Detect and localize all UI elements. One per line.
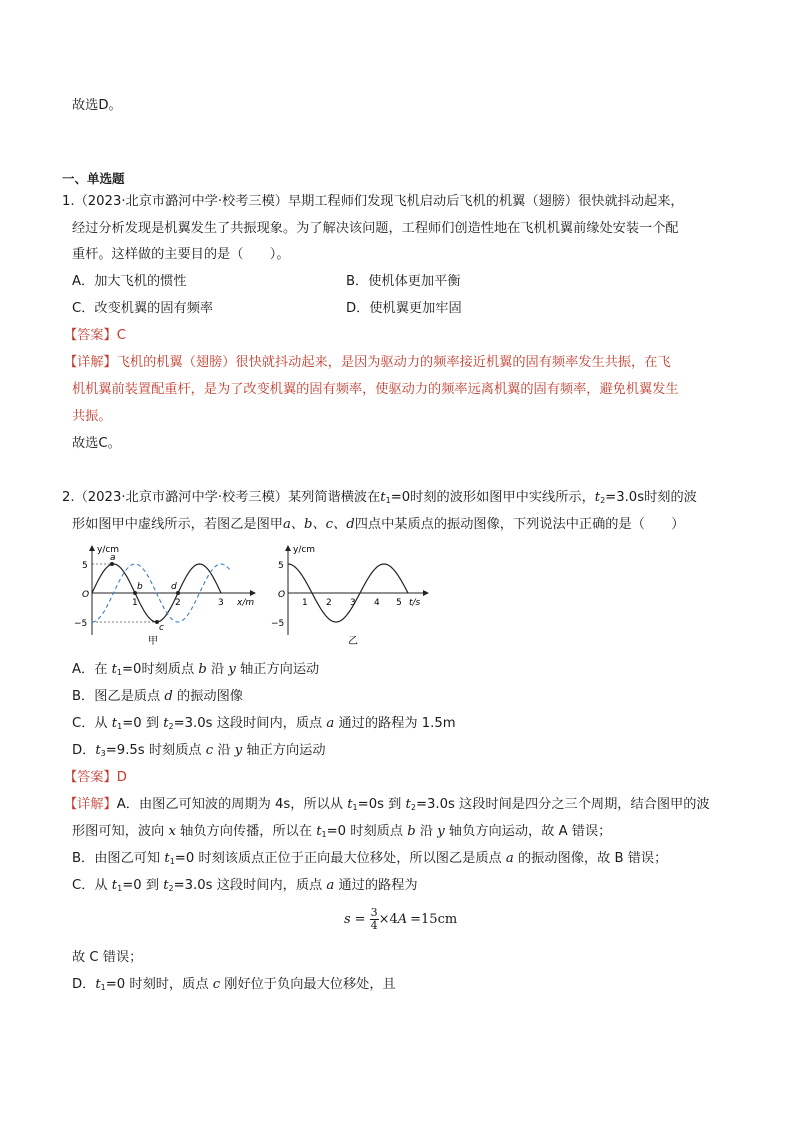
text: C．从 xyxy=(72,716,112,731)
text: 通过的路程为 1.5m xyxy=(334,716,456,731)
q1-detail-text1: 飞机的机翼（翅膀）很快就抖动起来，是因为驱动力的频率接近机翼的固有频率发生共振，在飞 xyxy=(116,355,671,370)
q2-detail-line1 xyxy=(64,793,710,812)
point: a xyxy=(505,851,514,866)
text: =9.5s 时刻质点 xyxy=(105,743,206,758)
sub: 1 xyxy=(100,983,106,992)
point-d-label: d xyxy=(171,582,177,592)
y-tick-5: 5 xyxy=(82,561,88,571)
q2-answer-label: 【答案】 xyxy=(64,770,117,785)
text: 轴正方向运动 xyxy=(242,743,326,758)
q2-answer-value: D xyxy=(116,770,127,785)
sub: 1 xyxy=(169,857,175,866)
sub: 3 xyxy=(100,749,106,758)
q2-t2: t xyxy=(594,490,601,505)
q2-stem-line2 xyxy=(72,513,684,532)
q1-detail-label: 【详解】 xyxy=(64,355,117,370)
var-t: t xyxy=(163,716,169,731)
var-t: t xyxy=(111,716,118,731)
sub: 2 xyxy=(168,884,174,893)
var-t: t xyxy=(111,878,118,893)
vibration-graph-yi xyxy=(270,540,440,650)
section-title: 一、单选题 xyxy=(62,171,125,186)
q2-detail-line2 xyxy=(72,820,611,839)
fraction xyxy=(370,907,379,932)
y-tick-neg5: −5 xyxy=(271,619,285,629)
text: C．从 xyxy=(72,878,112,893)
q2-stem-text2: =0时刻的波形如图甲中实线所示， xyxy=(390,490,595,505)
point: a xyxy=(326,716,335,731)
q1-stem-line1: 1.（2023·北京市潞河中学·校考三模）早期工程师们发现飞机启动后飞机的机翼（翅膀）很快就抖动起来， xyxy=(62,194,684,209)
formula-amplitude: A xyxy=(397,911,408,927)
var-t: t xyxy=(95,743,101,758)
point-b-label: b xyxy=(137,582,143,592)
q1-answer-value: C xyxy=(116,328,126,343)
var-t: t xyxy=(316,824,322,839)
text: 通过的路程为 xyxy=(334,878,418,893)
text: =0 时刻该质点正位于正向最大位移处，所以图乙是质点 xyxy=(174,851,506,866)
point: d xyxy=(164,689,173,704)
text: A．由图乙可知波的周期为 4s，所以从 xyxy=(116,797,348,812)
q2-detail-label: 【详解】 xyxy=(64,797,117,812)
axis: y xyxy=(228,662,236,677)
text: =3.0s 这段时间内，质点 xyxy=(173,878,327,893)
x-tick-1: 1 xyxy=(132,598,138,608)
text: A．在 xyxy=(72,662,112,677)
text: =0 时刻质点 xyxy=(326,824,408,839)
q2-stem-text: 2.（2023·北京市潞河中学·校考三模）某列简谐横波在 xyxy=(62,490,381,505)
q1-detail-line1 xyxy=(64,351,671,370)
text: D． xyxy=(72,743,96,758)
text: =3.0s 这段时间是四分之三个周期，结合图甲的波 xyxy=(415,797,710,812)
q2-stem-text3: =3.0s时刻的波 xyxy=(605,490,697,505)
text: D． xyxy=(72,977,96,992)
text: =0时刻质点 xyxy=(122,662,199,677)
sub: 1 xyxy=(117,722,123,731)
q2-option-d xyxy=(72,739,326,758)
q2-option-c xyxy=(72,712,456,731)
q2-points: a、b、c、d xyxy=(283,517,355,532)
q1-detail-line3: 共振。 xyxy=(72,409,112,424)
formula-s: s xyxy=(344,911,351,927)
point: a xyxy=(326,878,335,893)
q1-stem-line2: 经过分析发现是机翼发生了共振现象。为了解决该问题，工程师们创造性地在飞机机翼前缘处安装一个配 xyxy=(72,221,679,236)
q2-detail-line6 xyxy=(72,973,396,992)
point-a-label: a xyxy=(110,553,116,563)
text: 沿 xyxy=(206,662,229,677)
text: 沿 xyxy=(213,743,235,758)
text: 轴负方向传播，所以在 xyxy=(175,824,317,839)
t-tick-1: 1 xyxy=(302,598,308,608)
t-tick-3: 3 xyxy=(350,598,356,608)
q2-stem-line1 xyxy=(62,486,697,505)
point: b xyxy=(407,824,416,839)
x-tick-2: 2 xyxy=(175,598,181,608)
formula-result: =15cm xyxy=(410,911,458,927)
text: =0 时刻时，质点 xyxy=(105,977,213,992)
axis: x xyxy=(168,824,176,839)
x-tick-3: 3 xyxy=(218,598,224,608)
t-tick-5: 5 xyxy=(396,598,402,608)
text: =0 到 xyxy=(122,716,164,731)
var-t: t xyxy=(111,662,117,677)
text: 沿 xyxy=(415,824,438,839)
figure-caption-jia: 甲 xyxy=(148,636,158,647)
y-axis-label: y/cm xyxy=(97,545,120,555)
y-tick-neg5: −5 xyxy=(74,619,88,629)
sub: 2 xyxy=(410,803,416,812)
var-t: t xyxy=(164,851,170,866)
q1-option-a: A．加大飞机的惯性 xyxy=(72,274,187,289)
q2-t1: t xyxy=(380,490,386,505)
q2-stem-text5: 四点中某质点的振动图像，下列说法中正确的是（ ） xyxy=(354,517,685,532)
q1-option-c: C．改变机翼的固有频率 xyxy=(72,301,214,316)
figure-caption-yi: 乙 xyxy=(348,636,358,647)
sub: 1 xyxy=(117,884,123,893)
text: 形图可知，波向 xyxy=(72,824,169,839)
text: B．由图乙可知 xyxy=(72,851,165,866)
origin-label: O xyxy=(82,590,90,600)
q2-option-a xyxy=(72,658,319,677)
t-tick-2: 2 xyxy=(326,598,332,608)
q1-answer xyxy=(64,324,126,343)
prev-conclusion: 故选D。 xyxy=(72,98,122,113)
q2-option-b xyxy=(72,685,243,704)
q1-stem-line3: 重杆。这样做的主要目的是（ ）。 xyxy=(72,247,290,262)
q1-detail-line2: 机机翼前装置配重杆，是为了改变机翼的固有频率，使驱动力的频率远离机翼的固有频率，避免机翼发生 xyxy=(72,382,679,397)
axis: y xyxy=(437,824,445,839)
q1-option-b: B．使机体更加平衡 xyxy=(346,274,461,289)
text: 的振动图像，故 B 错误； xyxy=(513,851,668,866)
formula-equals: = xyxy=(354,911,366,927)
text: 轴正方向运动 xyxy=(235,662,320,677)
fraction-numerator: 3 xyxy=(370,905,378,919)
sub: 2 xyxy=(168,722,174,731)
t-tick-4: 4 xyxy=(374,598,380,608)
q2-t1-sub: 1 xyxy=(385,496,391,505)
text: =0 到 xyxy=(122,878,164,893)
text: 的振动图像 xyxy=(172,689,243,704)
wave-graph-jia xyxy=(70,540,270,650)
point: c xyxy=(212,977,221,992)
q1-answer-label: 【答案】 xyxy=(64,328,117,343)
q1-option-d: D．使机翼更加牢固 xyxy=(346,301,462,316)
text: =3.0s 这段时间内，质点 xyxy=(173,716,327,731)
sub: 1 xyxy=(352,803,358,812)
axis: y xyxy=(234,743,243,758)
fraction-denominator: 4 xyxy=(370,918,378,932)
text: 刚好位于负向最大位移处，且 xyxy=(220,977,396,992)
y-tick-5: 5 xyxy=(278,561,284,571)
point-c-label: c xyxy=(159,623,164,633)
formula-times: ×4 xyxy=(378,911,398,927)
q2-detail-line5: 故 C 错误； xyxy=(72,950,143,965)
x-axis-label: x/m xyxy=(237,598,255,608)
q2-stem-text4: 形如图甲中虚线所示，若图乙是图甲 xyxy=(72,517,283,532)
q2-detail-line3 xyxy=(72,847,667,866)
y-axis-label: y/cm xyxy=(293,545,316,555)
sub: 1 xyxy=(116,668,122,677)
q2-detail-line4 xyxy=(72,874,418,893)
text: =0s 到 xyxy=(357,797,406,812)
point: b xyxy=(198,662,207,677)
q1-conclusion: 故选C。 xyxy=(72,436,121,451)
q2-answer xyxy=(64,766,127,785)
origin-label: O xyxy=(278,590,286,600)
text: B．图乙是质点 xyxy=(72,689,165,704)
sub: 1 xyxy=(321,830,327,839)
path-formula xyxy=(344,901,457,937)
var-t: t xyxy=(95,977,101,992)
var-t: t xyxy=(347,797,353,812)
text: 轴负方向运动，故 A 错误； xyxy=(444,824,612,839)
point: c xyxy=(205,743,214,758)
var-t: t xyxy=(163,878,169,893)
var-t: t xyxy=(405,797,411,812)
t-axis-label: t/s xyxy=(409,598,421,608)
q2-t2-sub: 2 xyxy=(600,496,606,505)
